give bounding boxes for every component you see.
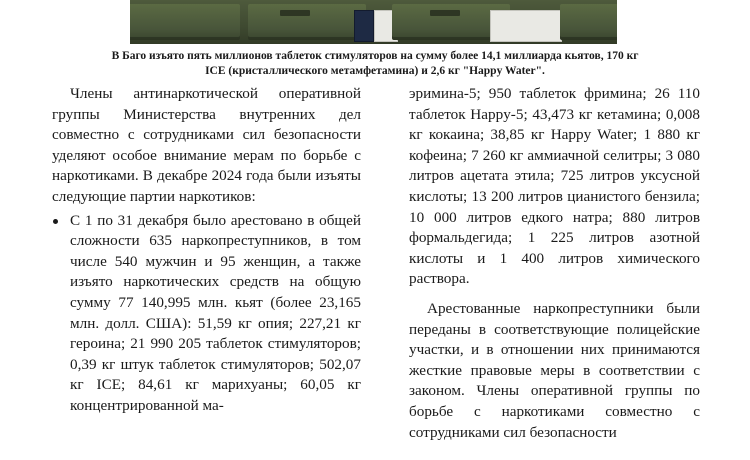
caption-line: В Баго изъято пять миллионов таблеток стимуляторов на сумму более 14,1 миллиарда кьятов, 170 кг	[111, 50, 639, 62]
ammo-crate	[560, 4, 617, 40]
bullet-list	[52, 211, 361, 417]
intro-paragraph: Члены антинаркотической оперативной группы Министерства внутренних дел совместно с сотрудниками сил безопасности уделяют особое внимание мерам по борьбе с наркотиками. В декабре 2024 года были изъяты следующие партии наркотиков:	[52, 85, 361, 205]
list-item-text: С 1 по 31 декабря было арестовано в общей сложности 635 наркопреступников, в том числе 540 мужчин и 95 женщин, а также изъято наркотических средств на общую сумму 77 140,995 млн. кьят (более 23,165 млн. долл. США): 51,59 кг опия; 227,21 кг героина; 21 990 205 таблеток стимуляторов; 0,39 кг штук таблеток стимуляторов; 502,07 кг ICE; 84,61 кг марихуаны; 60,05 кг концентрированной ма-	[70, 211, 361, 414]
article-column-left	[52, 84, 361, 417]
crate-latch	[430, 10, 460, 16]
seized-drugs-photo	[130, 0, 617, 44]
package-white	[490, 10, 562, 42]
list-item	[70, 211, 361, 417]
body-paragraph: Арестованные наркопреступники были переданы в соответствующие полицейские участки, и в отношении них принимаются жесткие правовые меры в соответствии с законом. Члены оперативной группы по борьбе с наркотиками совместно с сотрудниками сил безопасности	[409, 299, 700, 441]
package-dark	[354, 10, 374, 42]
ammo-crate	[130, 4, 240, 40]
bullet-icon	[53, 219, 58, 224]
photo-caption	[60, 49, 690, 79]
crate-latch	[280, 10, 310, 16]
continued-paragraph: эримина-5; 950 таблеток фримина; 26 110 таблеток Happy-5; 43,473 кг кетамина; 0,008 кг кокаина; 38,85 кг Happy Water; 1 880 кг кофеина; 7 260 кг аммиачной селитры; 3 080 литров ацетата этила; 725 литров уксусной кислоты; 13 200 литров цианистого бензила; 10 000 литров едкого натра; 880 литров формальдегида; 1 225 литров азотной кислоты и 1 400 литров химического раствора.	[409, 85, 700, 288]
article-column-right	[409, 84, 700, 443]
caption-line: ICE (кристаллического метамфетамина) и 2,6 кг "Happy Water".	[205, 65, 545, 77]
